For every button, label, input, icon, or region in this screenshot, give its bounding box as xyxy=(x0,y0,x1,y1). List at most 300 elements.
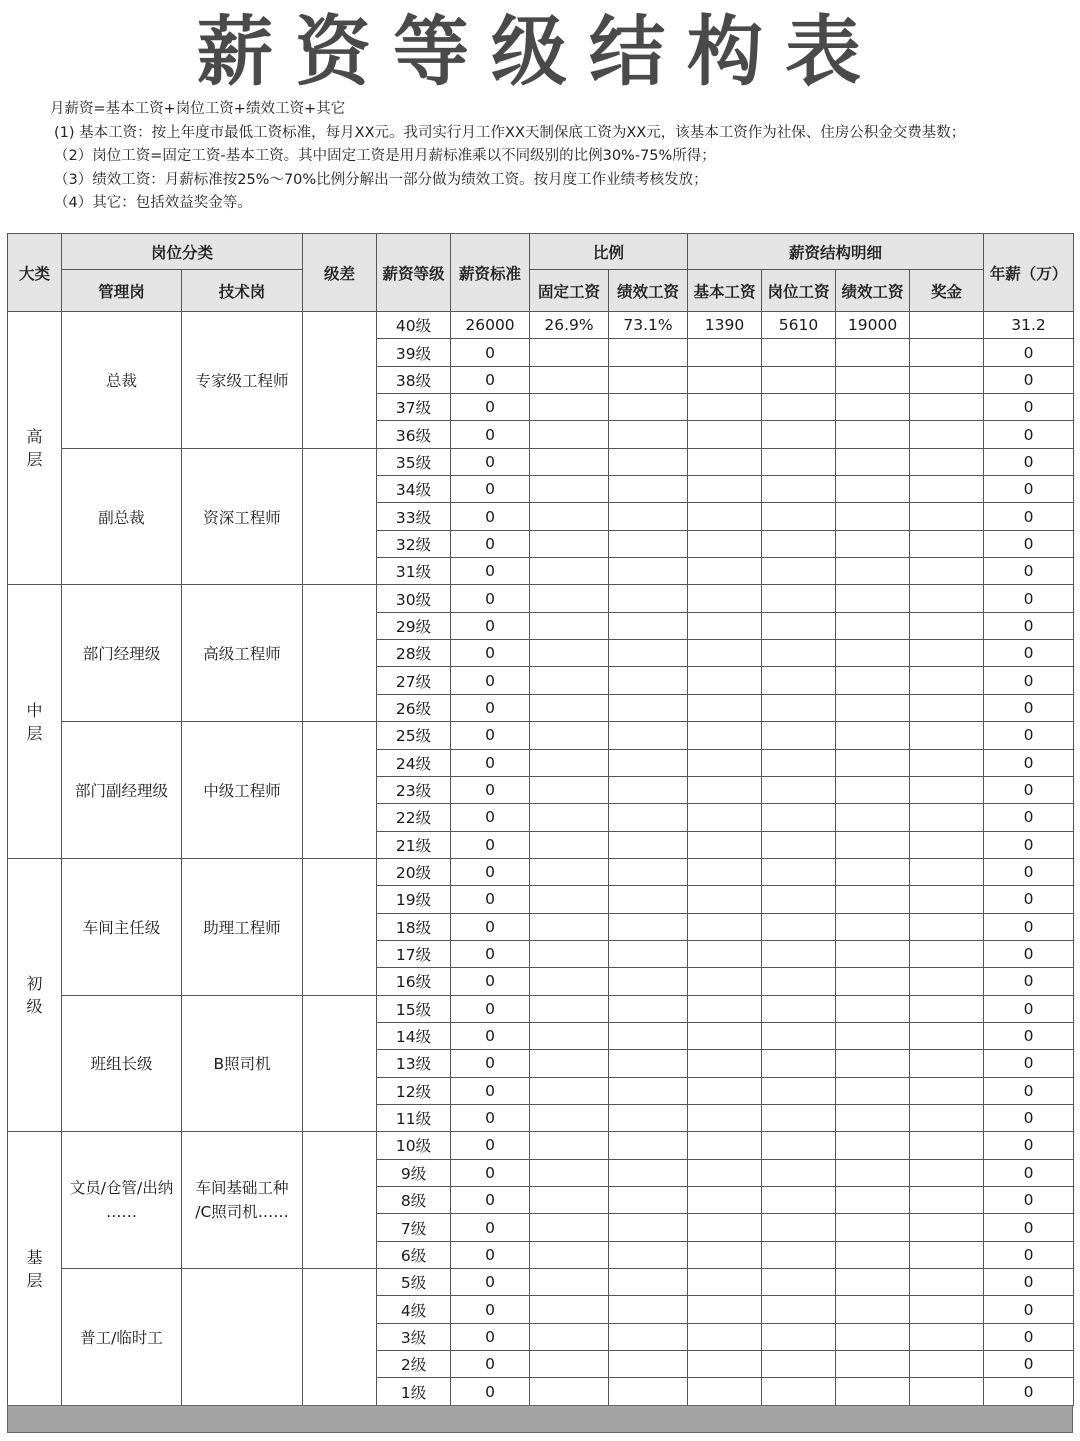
salary-standard-cell: 0 xyxy=(451,503,530,530)
performance-ratio-cell xyxy=(609,722,688,749)
salary-grade-cell: 35级 xyxy=(377,448,451,475)
management-position-cell: 部门副经理级 xyxy=(62,722,182,859)
salary-grade-cell: 16级 xyxy=(377,968,451,995)
performance-wage-cell xyxy=(836,995,910,1022)
performance-wage-cell xyxy=(836,503,910,530)
post-wage-cell xyxy=(762,968,836,995)
annual-salary-cell: 0 xyxy=(984,421,1074,448)
post-wage-cell xyxy=(762,776,836,803)
annual-salary-cell: 0 xyxy=(984,448,1074,475)
salary-grade-cell: 29级 xyxy=(377,612,451,639)
table-row xyxy=(8,585,1074,612)
management-position-cell: 副总裁 xyxy=(62,448,182,585)
salary-grade-cell: 6级 xyxy=(377,1241,451,1268)
performance-ratio-cell: 73.1% xyxy=(609,312,688,339)
header-bonus: 奖金 xyxy=(910,270,984,312)
performance-ratio-cell xyxy=(609,858,688,885)
salary-standard-cell: 0 xyxy=(451,394,530,421)
performance-ratio-cell xyxy=(609,503,688,530)
salary-grade-cell: 11级 xyxy=(377,1104,451,1131)
bonus-cell xyxy=(910,1214,984,1241)
performance-wage-cell xyxy=(836,913,910,940)
performance-ratio-cell xyxy=(609,530,688,557)
technical-position-cell: 专家级工程师 xyxy=(182,312,303,449)
salary-grade-cell: 28级 xyxy=(377,640,451,667)
fixed-wage-ratio-cell xyxy=(530,694,609,721)
salary-grade-cell: 15级 xyxy=(377,995,451,1022)
post-wage-cell xyxy=(762,640,836,667)
header-salary-grade: 薪资等级 xyxy=(377,234,451,312)
post-wage-cell xyxy=(762,421,836,448)
performance-ratio-cell xyxy=(609,913,688,940)
bonus-cell xyxy=(910,558,984,585)
performance-ratio-cell xyxy=(609,612,688,639)
bonus-cell xyxy=(910,1323,984,1350)
fixed-wage-ratio-cell xyxy=(530,421,609,448)
header-performance-detail: 绩效工资 xyxy=(836,270,910,312)
bonus-cell xyxy=(910,476,984,503)
annual-salary-cell: 0 xyxy=(984,1351,1074,1378)
salary-standard-cell: 0 xyxy=(451,421,530,448)
post-wage-cell xyxy=(762,1132,836,1159)
fixed-wage-ratio-cell xyxy=(530,339,609,366)
header-salary-standard: 薪资标准 xyxy=(451,234,530,312)
performance-ratio-cell xyxy=(609,1050,688,1077)
base-wage-cell xyxy=(688,995,762,1022)
post-wage-cell xyxy=(762,530,836,557)
bonus-cell xyxy=(910,421,984,448)
performance-wage-cell xyxy=(836,585,910,612)
post-wage-cell xyxy=(762,558,836,585)
technical-position-line: /C照司机…… xyxy=(195,1203,289,1222)
salary-standard-cell: 0 xyxy=(451,339,530,366)
management-position-line: …… xyxy=(106,1203,137,1222)
performance-ratio-cell xyxy=(609,1132,688,1159)
base-wage-cell xyxy=(688,831,762,858)
fixed-wage-ratio-cell xyxy=(530,640,609,667)
post-wage-cell xyxy=(762,1022,836,1049)
base-wage-cell xyxy=(688,776,762,803)
table-row xyxy=(8,995,1074,1022)
salary-standard-cell: 0 xyxy=(451,858,530,885)
annual-salary-cell: 0 xyxy=(984,776,1074,803)
salary-standard-cell: 0 xyxy=(451,1296,530,1323)
annual-salary-cell: 0 xyxy=(984,667,1074,694)
performance-ratio-cell xyxy=(609,1214,688,1241)
management-position-line: 文员/仓管/出纳 xyxy=(69,1179,174,1198)
base-wage-cell xyxy=(688,886,762,913)
bonus-cell xyxy=(910,776,984,803)
bonus-cell xyxy=(910,1022,984,1049)
fixed-wage-ratio-cell xyxy=(530,858,609,885)
bonus-cell xyxy=(910,503,984,530)
base-wage-cell xyxy=(688,1296,762,1323)
salary-grade-cell: 14级 xyxy=(377,1022,451,1049)
bonus-cell xyxy=(910,1104,984,1131)
salary-standard-cell: 0 xyxy=(451,530,530,557)
note-line: （4）其它：包括效益奖金等。 xyxy=(54,195,252,211)
fixed-wage-ratio-cell xyxy=(530,1241,609,1268)
salary-grade-cell: 2级 xyxy=(377,1351,451,1378)
fixed-wage-ratio-cell xyxy=(530,1077,609,1104)
salary-standard-cell: 0 xyxy=(451,1187,530,1214)
fixed-wage-ratio-cell xyxy=(530,366,609,393)
header-management: 管理岗 xyxy=(62,270,182,312)
technical-position-cell: B照司机 xyxy=(182,995,303,1132)
bonus-cell xyxy=(910,694,984,721)
base-wage-cell xyxy=(688,1214,762,1241)
management-position-cell: 部门经理级 xyxy=(62,585,182,722)
post-wage-cell xyxy=(762,612,836,639)
bonus-cell xyxy=(910,886,984,913)
performance-wage-cell xyxy=(836,1050,910,1077)
base-wage-cell xyxy=(688,1323,762,1350)
performance-ratio-cell xyxy=(609,476,688,503)
performance-wage-cell xyxy=(836,612,910,639)
base-wage-cell xyxy=(688,1351,762,1378)
fixed-wage-ratio-cell xyxy=(530,585,609,612)
salary-standard-cell: 0 xyxy=(451,694,530,721)
performance-wage-cell xyxy=(836,1378,910,1405)
performance-ratio-cell xyxy=(609,558,688,585)
fixed-wage-ratio-cell xyxy=(530,667,609,694)
annual-salary-cell: 0 xyxy=(984,1269,1074,1296)
performance-ratio-cell xyxy=(609,339,688,366)
bonus-cell xyxy=(910,530,984,557)
post-wage-cell xyxy=(762,1050,836,1077)
bonus-cell xyxy=(910,394,984,421)
salary-grade-cell: 39级 xyxy=(377,339,451,366)
performance-wage-cell xyxy=(836,776,910,803)
performance-wage-cell: 19000 xyxy=(836,312,910,339)
post-wage-cell xyxy=(762,1351,836,1378)
salary-grade-cell: 38级 xyxy=(377,366,451,393)
bonus-cell xyxy=(910,858,984,885)
post-wage-cell xyxy=(762,831,836,858)
annual-salary-cell: 0 xyxy=(984,476,1074,503)
base-wage-cell xyxy=(688,558,762,585)
salary-grade-cell: 18级 xyxy=(377,913,451,940)
management-position-cell: 普工/临时工 xyxy=(62,1269,182,1406)
category-char: 中 xyxy=(26,700,43,720)
post-wage-cell xyxy=(762,722,836,749)
annual-salary-cell: 0 xyxy=(984,1187,1074,1214)
performance-ratio-cell xyxy=(609,421,688,448)
salary-grade-cell: 27级 xyxy=(377,667,451,694)
performance-ratio-cell xyxy=(609,1159,688,1186)
post-wage-cell xyxy=(762,749,836,776)
salary-grade-cell: 12级 xyxy=(377,1077,451,1104)
performance-ratio-cell xyxy=(609,394,688,421)
base-wage-cell xyxy=(688,1022,762,1049)
note-line: （2）岗位工资=固定工资-基本工资。其中固定工资是用月薪标准乘以不同级别的比例30%-75%所得； xyxy=(54,148,716,164)
performance-wage-cell xyxy=(836,1351,910,1378)
salary-standard-cell: 0 xyxy=(451,1269,530,1296)
salary-standard-cell: 0 xyxy=(451,1159,530,1186)
performance-wage-cell xyxy=(836,1077,910,1104)
bonus-cell xyxy=(910,448,984,475)
salary-standard-cell: 0 xyxy=(451,804,530,831)
post-wage-cell xyxy=(762,1269,836,1296)
salary-grade-cell: 9级 xyxy=(377,1159,451,1186)
annual-salary-cell: 0 xyxy=(984,1104,1074,1131)
post-wage-cell xyxy=(762,1104,836,1131)
salary-standard-cell: 0 xyxy=(451,1077,530,1104)
base-wage-cell xyxy=(688,1104,762,1131)
salary-standard-cell: 0 xyxy=(451,1050,530,1077)
salary-grade-cell: 32级 xyxy=(377,530,451,557)
bonus-cell xyxy=(910,1296,984,1323)
annual-salary-cell: 0 xyxy=(984,530,1074,557)
performance-ratio-cell xyxy=(609,366,688,393)
fixed-wage-ratio-cell xyxy=(530,1132,609,1159)
base-wage-cell xyxy=(688,722,762,749)
annual-salary-cell: 0 xyxy=(984,749,1074,776)
fixed-wage-ratio-cell xyxy=(530,1159,609,1186)
annual-salary-cell: 0 xyxy=(984,1323,1074,1350)
fixed-wage-ratio-cell xyxy=(530,913,609,940)
post-wage-cell xyxy=(762,585,836,612)
salary-grade-cell: 23级 xyxy=(377,776,451,803)
fixed-wage-ratio-cell xyxy=(530,1351,609,1378)
fixed-wage-ratio-cell xyxy=(530,886,609,913)
salary-grade-cell: 37级 xyxy=(377,394,451,421)
post-wage-cell xyxy=(762,667,836,694)
performance-wage-cell xyxy=(836,858,910,885)
annual-salary-cell: 0 xyxy=(984,1214,1074,1241)
salary-standard-cell: 0 xyxy=(451,476,530,503)
salary-standard-cell: 0 xyxy=(451,1241,530,1268)
fixed-wage-ratio-cell xyxy=(530,1269,609,1296)
performance-wage-cell xyxy=(836,530,910,557)
category-char: 基 xyxy=(26,1247,43,1267)
post-wage-cell xyxy=(762,394,836,421)
technical-position-cell: 资深工程师 xyxy=(182,448,303,585)
bonus-cell xyxy=(910,1159,984,1186)
bonus-cell xyxy=(910,995,984,1022)
header-structure-detail: 薪资结构明细 xyxy=(688,234,984,270)
fixed-wage-ratio-cell xyxy=(530,476,609,503)
header-performance-wage: 绩效工资 xyxy=(609,270,688,312)
performance-ratio-cell xyxy=(609,995,688,1022)
performance-ratio-cell xyxy=(609,1241,688,1268)
salary-grade-cell: 7级 xyxy=(377,1214,451,1241)
annual-salary-cell: 0 xyxy=(984,1159,1074,1186)
salary-standard-cell: 0 xyxy=(451,722,530,749)
performance-wage-cell xyxy=(836,1159,910,1186)
technical-position-cell xyxy=(182,1132,303,1269)
base-wage-cell xyxy=(688,913,762,940)
salary-standard-cell: 0 xyxy=(451,1214,530,1241)
salary-standard-cell: 0 xyxy=(451,1022,530,1049)
salary-grade-cell: 20级 xyxy=(377,858,451,885)
performance-wage-cell xyxy=(836,831,910,858)
grade-diff-cell xyxy=(303,722,377,859)
management-position-cell: 班组长级 xyxy=(62,995,182,1132)
performance-wage-cell xyxy=(836,558,910,585)
performance-wage-cell xyxy=(836,394,910,421)
category-char: 层 xyxy=(26,1270,43,1290)
salary-grade-cell: 40级 xyxy=(377,312,451,339)
performance-wage-cell xyxy=(836,1187,910,1214)
salary-standard-cell: 0 xyxy=(451,448,530,475)
base-wage-cell xyxy=(688,448,762,475)
performance-wage-cell xyxy=(836,722,910,749)
header-fixed-wage: 固定工资 xyxy=(530,270,609,312)
technical-position-cell: 中级工程师 xyxy=(182,722,303,859)
category-cell xyxy=(8,585,62,858)
salary-grade-cell: 8级 xyxy=(377,1187,451,1214)
salary-standard-cell: 0 xyxy=(451,640,530,667)
bonus-cell xyxy=(910,612,984,639)
grade-diff-cell xyxy=(303,1132,377,1269)
performance-wage-cell xyxy=(836,1132,910,1159)
post-wage-cell xyxy=(762,503,836,530)
footer-bar xyxy=(7,1405,1073,1433)
note-line: (1) 基本工资：按上年度市最低工资标准，每月XX元。我司实行月工作XX天制保底工资为XX元，该基本工资作为社保、住房公积金交费基数； xyxy=(54,124,966,141)
salary-standard-cell: 0 xyxy=(451,940,530,967)
post-wage-cell xyxy=(762,1241,836,1268)
annual-salary-cell: 0 xyxy=(984,1132,1074,1159)
performance-wage-cell xyxy=(836,476,910,503)
salary-standard-cell: 0 xyxy=(451,1132,530,1159)
post-wage-cell xyxy=(762,858,836,885)
table-row xyxy=(8,722,1074,749)
base-wage-cell xyxy=(688,694,762,721)
salary-standard-cell: 0 xyxy=(451,366,530,393)
fixed-wage-ratio-cell xyxy=(530,995,609,1022)
salary-standard-cell: 0 xyxy=(451,1104,530,1131)
note-line: （3）绩效工资：月薪标准按25%～70%比例分解出一部分做为绩效工资。按月度工作业绩考核发放； xyxy=(54,171,708,188)
fixed-wage-ratio-cell xyxy=(530,1187,609,1214)
base-wage-cell xyxy=(688,585,762,612)
fixed-wage-ratio-cell xyxy=(530,1104,609,1131)
post-wage-cell xyxy=(762,1296,836,1323)
base-wage-cell xyxy=(688,339,762,366)
base-wage-cell xyxy=(688,366,762,393)
fixed-wage-ratio-cell xyxy=(530,1214,609,1241)
performance-wage-cell xyxy=(836,640,910,667)
bonus-cell xyxy=(910,804,984,831)
salary-grade-cell: 34级 xyxy=(377,476,451,503)
salary-grade-cell: 25级 xyxy=(377,722,451,749)
fixed-wage-ratio-cell xyxy=(530,776,609,803)
formula-notes xyxy=(50,98,1060,216)
salary-grade-cell: 17级 xyxy=(377,940,451,967)
annual-salary-cell: 0 xyxy=(984,640,1074,667)
post-wage-cell xyxy=(762,339,836,366)
performance-ratio-cell xyxy=(609,1296,688,1323)
salary-grade-cell: 33级 xyxy=(377,503,451,530)
bonus-cell xyxy=(910,749,984,776)
annual-salary-cell: 31.2 xyxy=(984,312,1074,339)
technical-position-line: 车间基础工种 xyxy=(195,1179,289,1198)
salary-standard-cell: 0 xyxy=(451,995,530,1022)
header-ratio: 比例 xyxy=(530,234,688,270)
grade-diff-cell xyxy=(303,585,377,722)
fixed-wage-ratio-cell xyxy=(530,448,609,475)
annual-salary-cell: 0 xyxy=(984,831,1074,858)
category-char: 级 xyxy=(26,997,43,1017)
management-position-cell xyxy=(62,1132,182,1269)
performance-wage-cell xyxy=(836,886,910,913)
fixed-wage-ratio-cell xyxy=(530,1050,609,1077)
fixed-wage-ratio-cell xyxy=(530,831,609,858)
performance-wage-cell xyxy=(836,1214,910,1241)
base-wage-cell xyxy=(688,940,762,967)
annual-salary-cell: 0 xyxy=(984,1241,1074,1268)
salary-grade-cell: 10级 xyxy=(377,1132,451,1159)
annual-salary-cell: 0 xyxy=(984,1378,1074,1405)
salary-grade-cell: 30级 xyxy=(377,585,451,612)
performance-ratio-cell xyxy=(609,940,688,967)
post-wage-cell xyxy=(762,804,836,831)
base-wage-cell xyxy=(688,1077,762,1104)
note-line: 月薪资=基本工资+岗位工资+绩效工资+其它 xyxy=(50,101,346,117)
post-wage-cell xyxy=(762,448,836,475)
bonus-cell xyxy=(910,913,984,940)
performance-wage-cell xyxy=(836,968,910,995)
salary-grade-cell: 13级 xyxy=(377,1050,451,1077)
post-wage-cell xyxy=(762,1077,836,1104)
performance-wage-cell xyxy=(836,421,910,448)
base-wage-cell xyxy=(688,1269,762,1296)
performance-wage-cell xyxy=(836,1241,910,1268)
performance-wage-cell xyxy=(836,804,910,831)
annual-salary-cell: 0 xyxy=(984,1296,1074,1323)
grade-diff-cell xyxy=(303,858,377,995)
annual-salary-cell: 0 xyxy=(984,1077,1074,1104)
annual-salary-cell: 0 xyxy=(984,558,1074,585)
performance-wage-cell xyxy=(836,1296,910,1323)
salary-standard-cell: 0 xyxy=(451,1351,530,1378)
base-wage-cell xyxy=(688,394,762,421)
bonus-cell xyxy=(910,968,984,995)
performance-wage-cell xyxy=(836,1022,910,1049)
bonus-cell xyxy=(910,1132,984,1159)
performance-wage-cell xyxy=(836,339,910,366)
performance-ratio-cell xyxy=(609,1104,688,1131)
grade-diff-cell xyxy=(303,448,377,585)
base-wage-cell xyxy=(688,530,762,557)
fixed-wage-ratio-cell: 26.9% xyxy=(530,312,609,339)
base-wage-cell xyxy=(688,503,762,530)
performance-wage-cell xyxy=(836,667,910,694)
post-wage-cell xyxy=(762,940,836,967)
performance-wage-cell xyxy=(836,1323,910,1350)
performance-wage-cell xyxy=(836,366,910,393)
performance-ratio-cell xyxy=(609,1022,688,1049)
table-row xyxy=(8,1132,1074,1159)
performance-ratio-cell xyxy=(609,448,688,475)
base-wage-cell xyxy=(688,858,762,885)
annual-salary-cell: 0 xyxy=(984,612,1074,639)
salary-grade-cell: 4级 xyxy=(377,1296,451,1323)
salary-standard-cell: 0 xyxy=(451,612,530,639)
bonus-cell xyxy=(910,339,984,366)
base-wage-cell xyxy=(688,640,762,667)
salary-table-body xyxy=(8,312,1074,1406)
performance-ratio-cell xyxy=(609,667,688,694)
performance-ratio-cell xyxy=(609,804,688,831)
bonus-cell xyxy=(910,1050,984,1077)
performance-ratio-cell xyxy=(609,1323,688,1350)
base-wage-cell xyxy=(688,1050,762,1077)
annual-salary-cell: 0 xyxy=(984,366,1074,393)
salary-standard-cell: 0 xyxy=(451,1378,530,1405)
salary-grade-cell: 5级 xyxy=(377,1269,451,1296)
base-wage-cell: 1390 xyxy=(688,312,762,339)
